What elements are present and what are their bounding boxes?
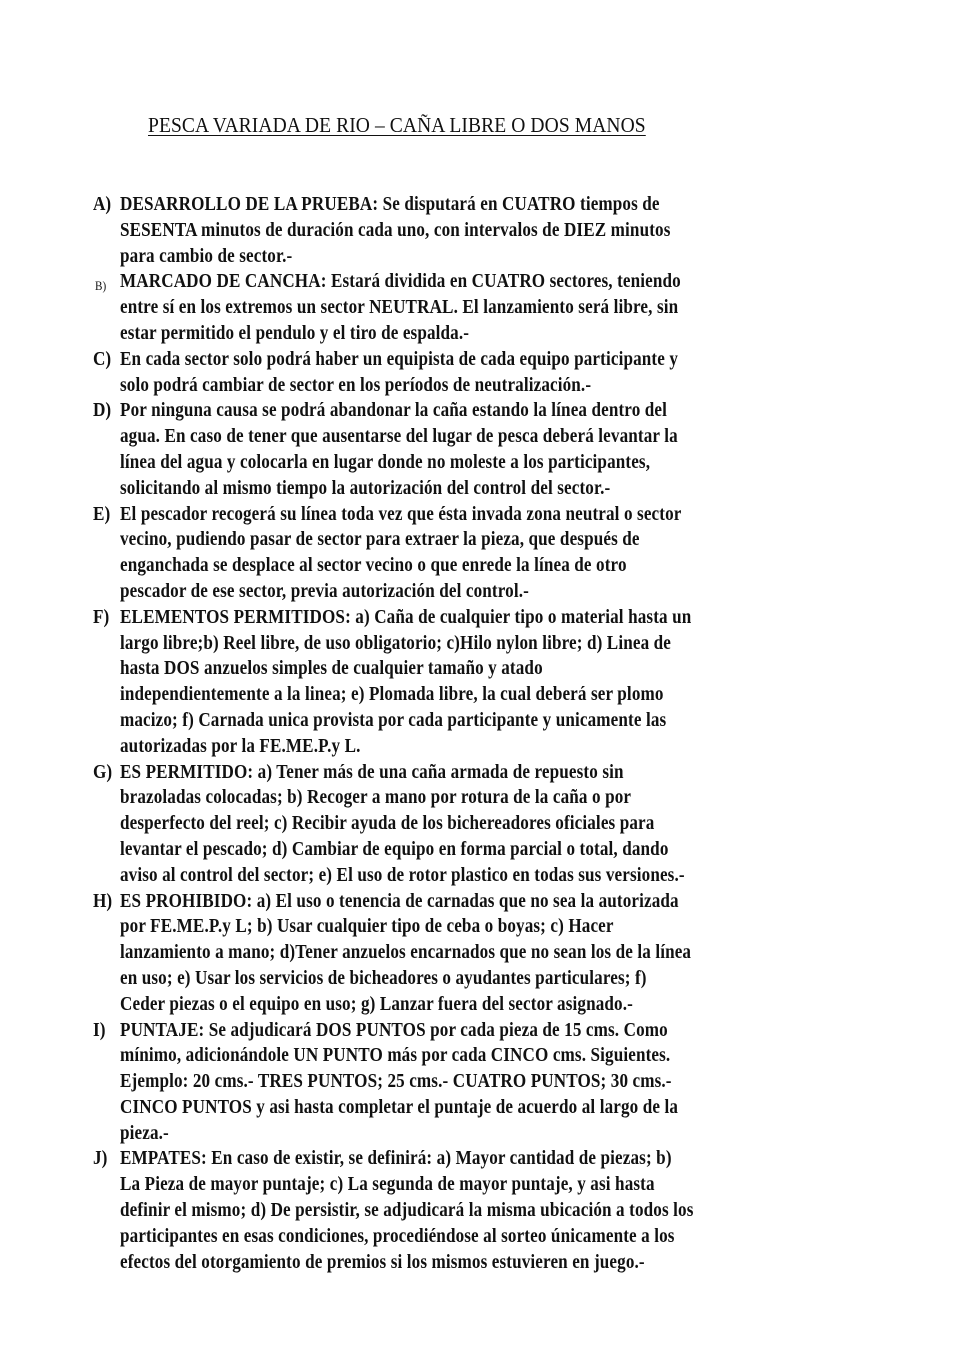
rule-item-c xyxy=(93,347,893,399)
rule-item-f xyxy=(93,605,893,760)
rule-text-line: La Pieza de mayor puntaje; c) La segunda de mayor puntaje, y asi hasta xyxy=(120,1173,655,1196)
rule-item-j xyxy=(93,1146,893,1275)
rule-text-line: MARCADO DE CANCHA: Estará dividida en CUATRO sectores, teniendo xyxy=(120,270,681,293)
rule-marker: J) xyxy=(93,1147,108,1170)
rule-marker: H) xyxy=(93,889,113,912)
rule-text-line: mínimo, adicionándole UN PUNTO más por cada CINCO cms. Siguientes. xyxy=(120,1044,671,1067)
rule-marker: I) xyxy=(93,1018,106,1041)
rules-list xyxy=(93,192,893,1275)
rule-marker: D) xyxy=(93,399,112,422)
rule-text-line: solicitando al mismo tiempo la autorización del control del sector.- xyxy=(120,476,611,499)
rule-text-line: PUNTAJE: Se adjudicará DOS PUNTOS por cada pieza de 15 cms. Como xyxy=(120,1018,668,1041)
rule-text-line: autorizadas por la FE.ME.P.y L. xyxy=(120,734,361,757)
rule-item-b xyxy=(93,269,893,346)
rule-text-line: hasta DOS anzuelos simples de cualquier tamaño y atado xyxy=(120,657,543,680)
rule-marker: C) xyxy=(93,347,112,370)
rule-text-line: para cambio de sector.- xyxy=(120,244,293,267)
rule-item-h xyxy=(93,889,893,1018)
rule-text-line: brazoladas colocadas; b) Recoger a mano por rotura de la caña o por xyxy=(120,786,632,809)
rule-text-line: solo podrá cambiar de sector en los períodos de neutralización.- xyxy=(120,373,592,396)
rule-text-line: línea del agua y colocarla en lugar donde no moleste a los participantes, xyxy=(120,450,651,473)
rule-text-line: desperfecto del reel; c) Recibir ayuda de los bichereadores oficiales para xyxy=(120,812,655,835)
rule-text-line: EMPATES: En caso de existir, se definirá: a) Mayor cantidad de piezas; b) xyxy=(120,1147,672,1170)
rule-text-line: lanzamiento a mano; d)Tener anzuelos encarnados que no sean los de la línea xyxy=(120,941,692,964)
rule-text-line: ELEMENTOS PERMITIDOS: a) Caña de cualquier tipo o material hasta un xyxy=(120,605,692,628)
rule-marker: B) xyxy=(95,278,107,294)
rule-text-line: macizo; f) Carnada unica provista por cada participante y unicamente las xyxy=(120,708,667,731)
rule-text-line: independientemente a la linea; e) Plomada libre, la cual deberá ser plomo xyxy=(120,683,664,706)
rule-text-line: CINCO PUNTOS y asi hasta completar el puntaje de acuerdo al largo de la xyxy=(120,1095,679,1118)
rule-text-line: entre sí en los extremos un sector NEUTRAL. El lanzamiento será libre, sin xyxy=(120,296,679,319)
rule-item-a xyxy=(93,192,893,269)
rule-text-line: El pescador recogerá su línea toda vez que ésta invada zona neutral o sector xyxy=(120,502,682,525)
rule-item-g xyxy=(93,760,893,889)
rule-marker: F) xyxy=(93,605,110,628)
rule-text-line: largo libre;b) Reel libre, de uso obligatorio; c)Hilo nylon libre; d) Linea de xyxy=(120,631,672,654)
rule-text-line: pescador de ese sector, previa autorización del control.- xyxy=(120,579,529,602)
rule-text-line: levantar el pescado; d) Cambiar de equipo en forma parcial o total, dando xyxy=(120,837,669,860)
rule-text-line: participantes en esas condiciones, procediéndose al sorteo únicamente a los xyxy=(120,1224,675,1247)
rule-text-line: ES PROHIBIDO: a) El uso o tenencia de carnadas que no sea la autorizada xyxy=(120,889,679,912)
rule-text-line: Ejemplo: 20 cms.- TRES PUNTOS; 25 cms.- CUATRO PUNTOS; 30 cms.- xyxy=(120,1070,672,1093)
rule-marker: A) xyxy=(93,193,112,215)
rule-text-line: En cada sector solo podrá haber un equipista de cada equipo participante y xyxy=(120,347,679,370)
rule-item-e xyxy=(93,502,893,605)
rule-text-line: enganchada se desplace al sector vecino o que enrede la línea de otro xyxy=(120,554,627,577)
rule-text-line: por FE.ME.P.y L; b) Usar cualquier tipo de ceba o boyas; c) Hacer xyxy=(120,915,614,938)
rule-text-line: definir el mismo; d) De persistir, se adjudicará la misma ubicación a todos los xyxy=(120,1199,694,1222)
rule-text-line: estar permitido el pendulo y el tiro de espalda.- xyxy=(120,321,470,344)
rule-text-line: Por ninguna causa se podrá abandonar la caña estando la línea dentro del xyxy=(120,399,668,422)
rule-text-line: pieza.- xyxy=(120,1121,169,1144)
rule-text-line: aviso al control del sector; e) El uso de rotor plastico en todas sus versiones.- xyxy=(120,863,685,886)
rule-text-line: DESARROLLO DE LA PRUEBA: Se disputará en CUATRO tiempos de xyxy=(120,193,660,215)
rule-text-line: vecino, pudiendo pasar de sector para extraer la pieza, que después de xyxy=(120,528,640,551)
rule-text-line: efectos del otorgamiento de premios si los mismos estuvieren en juego.- xyxy=(120,1250,645,1273)
rule-item-i xyxy=(93,1018,893,1147)
rule-text-line: en uso; e) Usar los servicios de bicheadores o ayudantes particulares; f) xyxy=(120,966,647,989)
rule-item-d xyxy=(93,398,893,501)
document-title: PESCA VARIADA DE RIO – CAÑA LIBRE O DOS MANOS xyxy=(148,113,646,137)
rule-text-line: ES PERMITIDO: a) Tener más de una caña armada de repuesto sin xyxy=(120,760,624,783)
rule-text-line: SESENTA minutos de duración cada uno, con intervalos de DIEZ minutos xyxy=(120,218,671,241)
rule-marker: G) xyxy=(93,760,113,783)
rule-text-line: agua. En caso de tener que ausentarse del lugar de pesca deberá levantar la xyxy=(120,425,678,448)
rule-marker: E) xyxy=(93,502,111,525)
rule-text-line: Ceder piezas o el equipo en uso; g) Lanzar fuera del sector asignado.- xyxy=(120,992,633,1015)
